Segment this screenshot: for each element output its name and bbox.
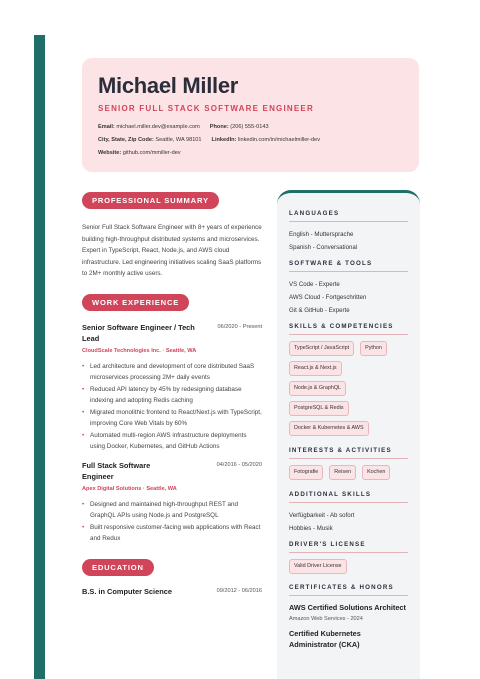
location-contact: City, State, Zip Code: Seattle, WA 98101 (98, 137, 202, 143)
linkedin-contact: LinkedIn: linkedin.com/in/michaelmiller-dev (211, 137, 321, 143)
skill-tag: PostgreSQL & Redis (289, 401, 349, 416)
software-list (289, 278, 408, 317)
job-bullet: • Automated multi-region AWS infrastructure deployments using Docker, Kubernetes, and GitHub Actions (82, 430, 262, 452)
skill-tag: Node.js & GraphQL (289, 381, 346, 396)
summary-text: Senior Full Stack Software Engineer with 8+ years of experience building high-throughput distributed systems and microservices. Expert in TypeScript, React, Node.js, and AWS cloud infrastructure. Led engineering initiatives scaling SaaS platforms to 2M+ monthly active users. (82, 224, 262, 277)
skills-heading: SKILLS & COMPETENCIES (289, 323, 408, 335)
certificate-issuer: Amazon Web Services - 2024 (289, 616, 363, 622)
skills-tags (289, 341, 408, 436)
interest-tag: Reisen (329, 465, 356, 480)
sidebar (277, 190, 420, 679)
job-bullet: • Reduced API latency by 45% by redesigning database indexing and adopting Redis caching (82, 384, 262, 406)
education-dates: 09/2012 - 06/2016 (216, 587, 262, 594)
education-entry (82, 586, 262, 597)
contact-row (98, 136, 403, 145)
license-tag: Valid Driver License (289, 559, 347, 574)
license-tags (289, 559, 408, 574)
software-heading: SOFTWARE & TOOLS (289, 260, 408, 272)
languages-list (289, 228, 408, 254)
job-entry (82, 322, 262, 452)
language-item: Spanish - Conversational (289, 244, 358, 251)
education-heading: EDUCATION (82, 559, 154, 576)
contact-row (98, 123, 403, 132)
job-bullets (82, 499, 262, 544)
certificates-heading: CERTIFICATES & HONORS (289, 584, 408, 596)
interests-tags (289, 465, 408, 480)
website-contact: Website: github.com/mmiller-dev (98, 150, 181, 156)
additional-list (289, 509, 408, 535)
job-title: Full Stack Software Engineer (82, 460, 151, 481)
interest-tag: Fotografie (289, 465, 323, 480)
skill-tag: React.js & Next.js (289, 361, 342, 376)
job-bullets (82, 361, 262, 452)
skill-tag: Python (360, 341, 387, 356)
interest-tag: Kochen (362, 465, 390, 480)
software-item: Git & GitHub - Experte (289, 307, 350, 314)
candidate-name: Michael Miller (98, 73, 239, 98)
job-company: Apex Digital Solutions · Seattle, WA (82, 485, 177, 492)
candidate-title: SENIOR FULL STACK SOFTWARE ENGINEER (98, 104, 314, 113)
job-company: CloudScale Technologies Inc. · Seattle, WA (82, 347, 197, 354)
additional-heading: ADDITIONAL SKILLS (289, 491, 408, 503)
contact-row (98, 149, 403, 158)
job-dates: 04/2016 - 05/2020 (216, 461, 262, 468)
header-card (82, 58, 419, 172)
job-bullet: • Designed and maintained high-throughput REST and GraphQL APIs using Node.js and PostgreSQL (82, 499, 262, 521)
job-entry (82, 460, 262, 544)
job-title: Senior Software Engineer / Tech Lead (82, 322, 195, 343)
job-bullet: • Migrated monolithic frontend to React/Next.js with TypeScript, improving Core Web Vitals by 60% (82, 407, 262, 429)
degree-name: B.S. in Computer Science (82, 586, 172, 596)
email-contact: Email: michael.miller.dev@example.com (98, 124, 200, 130)
software-item: VS Code - Experte (289, 281, 340, 288)
job-bullet: • Built responsive customer-facing web applications with React and Redux (82, 522, 262, 544)
additional-item: Hobbies - Musik (289, 525, 333, 532)
language-item: English - Muttersprache (289, 231, 354, 238)
job-bullet: • Led architecture and development of core distributed SaaS microservices processing 2M+ daily events (82, 361, 262, 383)
languages-heading: LANGUAGES (289, 210, 408, 222)
job-dates: 06/2020 - Present (217, 323, 262, 330)
skill-tag: TypeScript / JavaScript (289, 341, 354, 356)
main-column (82, 190, 262, 597)
certificate-name: AWS Certified Solutions Architect (289, 603, 406, 612)
software-item: AWS Cloud - Fortgeschritten (289, 294, 367, 301)
experience-heading: WORK EXPERIENCE (82, 294, 189, 311)
accent-bar (34, 35, 45, 679)
skill-tag: Docker & Kubernetes & AWS (289, 421, 369, 436)
interests-heading: INTERESTS & ACTIVITIES (289, 447, 408, 459)
additional-item: Verfügbarkeit - Ab sofort (289, 512, 355, 519)
phone-contact: Phone: (206) 555-0143 (209, 124, 269, 130)
summary-heading: PROFESSIONAL SUMMARY (82, 192, 219, 209)
license-heading: DRIVER'S LICENSE (289, 541, 408, 553)
certificate-name: Certified Kubernetes Administrator (CKA) (289, 629, 361, 649)
